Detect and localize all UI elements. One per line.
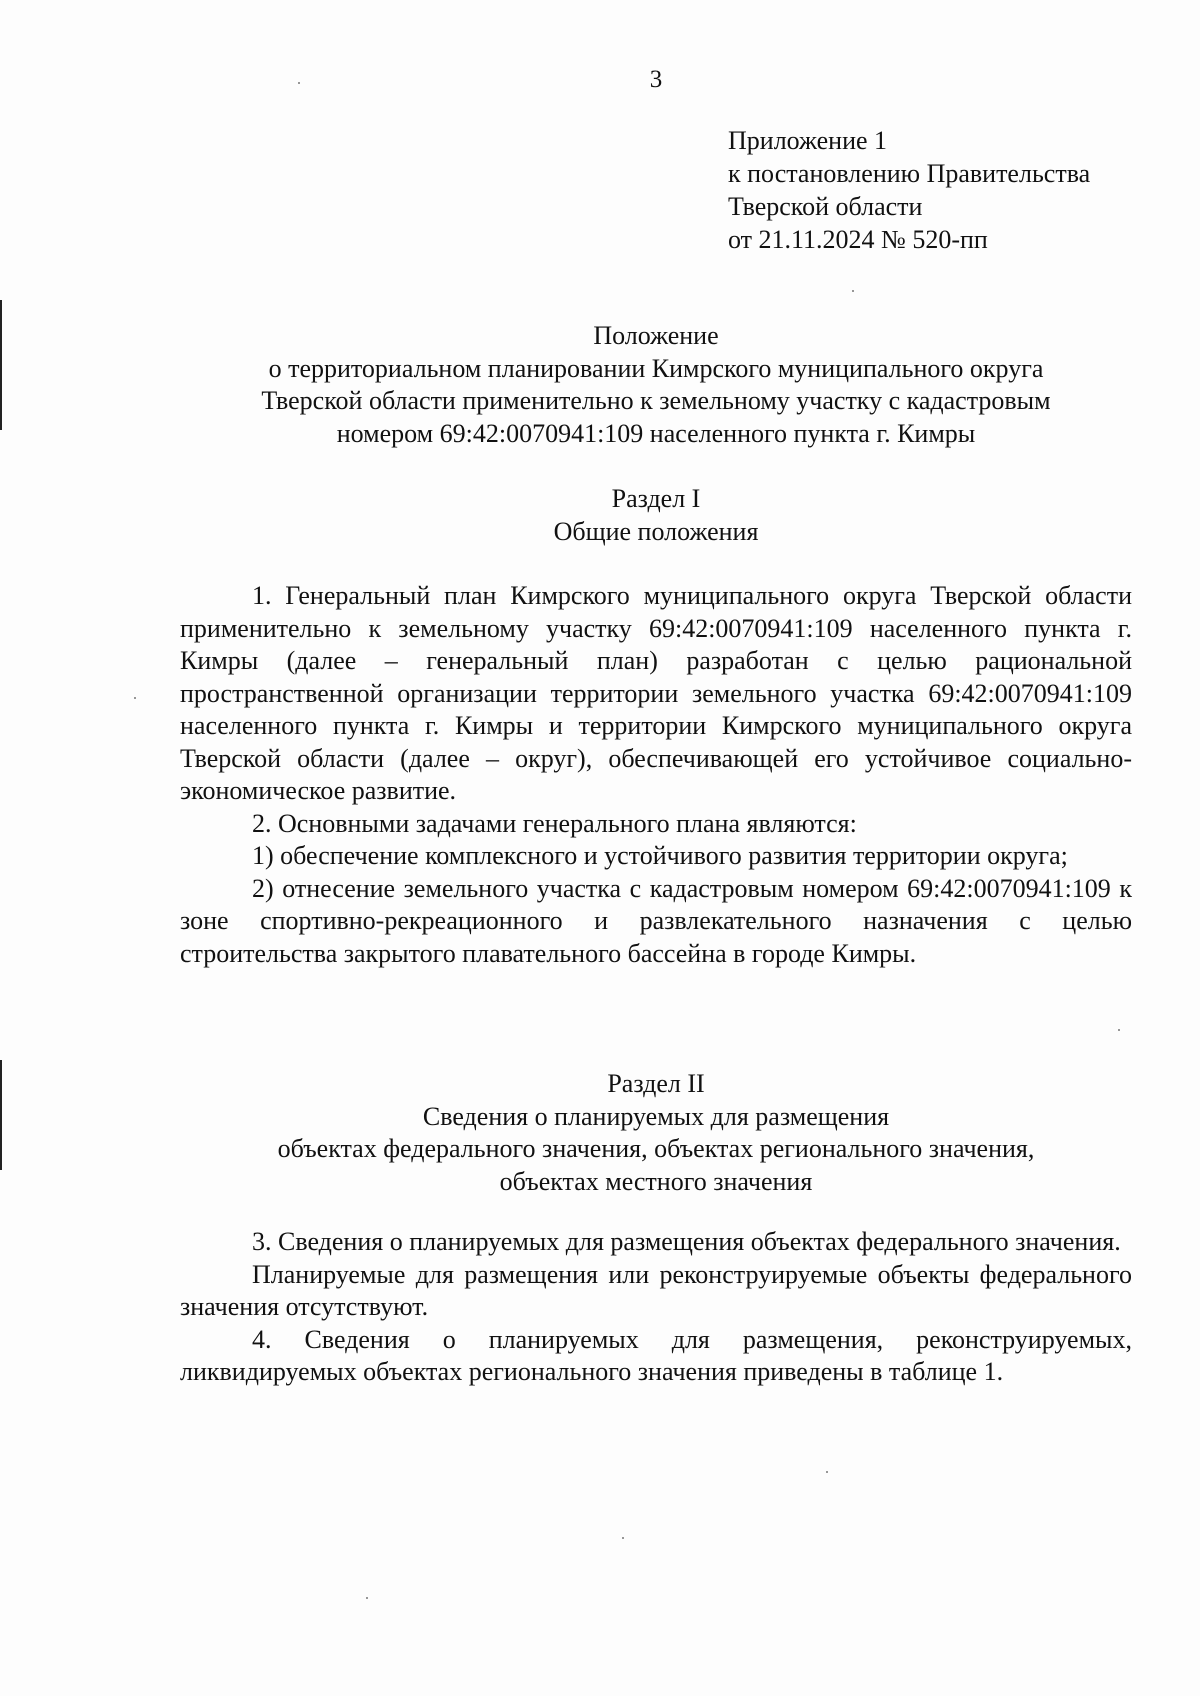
scan-edge-mark bbox=[0, 1060, 2, 1170]
paragraph: 2. Основными задачами генерального плана являются: bbox=[252, 808, 857, 838]
section-1-header bbox=[180, 483, 1132, 548]
section-subheading: Общие положения bbox=[553, 516, 759, 546]
scan-speck bbox=[826, 1471, 828, 1473]
title-line: Положение bbox=[593, 321, 719, 350]
scan-speck bbox=[366, 1597, 368, 1599]
scan-speck bbox=[298, 82, 300, 84]
paragraph: 3. Сведения о планируемых для размещения объектах федерального значения. bbox=[252, 1227, 1121, 1256]
annex-line: Приложение 1 bbox=[728, 126, 888, 155]
paragraph: 2) отнесение земельного участка с кадастровым номером 69:42:0070941:109 к зоне спортивно-рекреационного и развлекательного назначения с целью строительства закрытого плавательного бассейна в городе Кимры. bbox=[180, 873, 1132, 968]
paragraph: 4. Сведения о планируемых для размещения, реконструируемых, ликвидируемых объектах регионального значения приведены в таблице 1. bbox=[180, 1324, 1132, 1386]
annex-line: от 21.11.2024 № 520-пп bbox=[728, 225, 988, 254]
title-line: Тверской области применительно к земельному участку с кадастровым bbox=[261, 386, 1051, 415]
paragraph: 1) обеспечение комплексного и устойчивого развития территории округа; bbox=[252, 841, 1068, 870]
section-1-body bbox=[180, 580, 1132, 970]
section-2-body bbox=[180, 1226, 1132, 1389]
section-subheading: объектах федерального значения, объектах регионального значения, bbox=[277, 1134, 1035, 1163]
scan-speck bbox=[852, 290, 854, 292]
document-title bbox=[180, 320, 1132, 450]
scan-speck bbox=[1118, 1029, 1120, 1031]
annex-line: к постановлению Правительства bbox=[728, 159, 1091, 188]
scan-speck bbox=[134, 697, 136, 699]
section-heading: Раздел II bbox=[607, 1069, 705, 1098]
title-line: о территориальном планировании Кимрского муниципального округа bbox=[268, 353, 1044, 383]
section-heading: Раздел I bbox=[611, 484, 701, 513]
annex-line: Тверской области bbox=[728, 192, 923, 221]
paragraph: 1. Генеральный план Кимрского муниципального округа Тверской области применительно к земельному участку 69:42:0070941:109 населенного пункта г. Кимры (далее – генеральный план) разработан с целью рациональной пространственной организации территории земельного участка 69:42:0070941:109 населенного пункта г. Кимры и территории Кимрского муниципального округа Тверской области (далее – округ), обеспечивающей его устойчивое социально-экономическое развитие. bbox=[180, 581, 1132, 805]
section-2-header bbox=[180, 1068, 1132, 1198]
annex-block bbox=[728, 124, 1090, 256]
scan-edge-mark bbox=[0, 300, 2, 430]
section-subheading: объектах местного значения bbox=[499, 1166, 813, 1196]
paragraph: Планируемые для размещения или реконструируемые объекты федерального значения отсутствуют. bbox=[180, 1259, 1132, 1321]
scan-speck bbox=[622, 1537, 624, 1539]
title-line: номером 69:42:0070941:109 населенного пункта г. Кимры bbox=[336, 418, 976, 448]
page-number: 3 bbox=[649, 66, 663, 93]
section-subheading: Сведения о планируемых для размещения bbox=[422, 1101, 890, 1131]
